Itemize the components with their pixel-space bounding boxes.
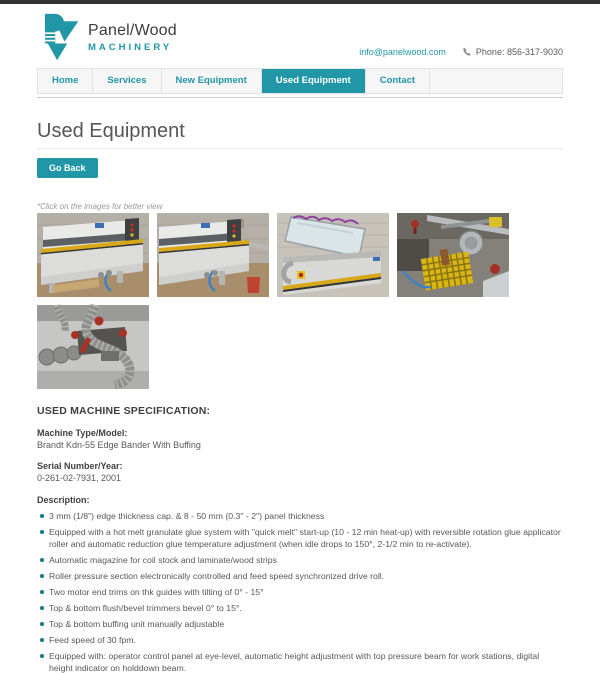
nav-tab-contact[interactable]: Contact xyxy=(366,69,430,93)
description-list xyxy=(37,510,563,674)
panelwood-logo-icon xyxy=(37,13,79,61)
thumbnail-edge-bander-full-view-b[interactable] xyxy=(157,213,269,297)
nav-tab-services[interactable]: Services xyxy=(93,69,161,93)
site-header xyxy=(37,4,563,68)
machine-photo-icon xyxy=(277,213,389,297)
nav-tab-used-equipment[interactable]: Used Equipment xyxy=(262,69,366,93)
thumbnail-edge-bander-full-view-a[interactable] xyxy=(37,213,149,297)
contact-phone-text: Phone: 856-317-9030 xyxy=(475,47,563,57)
main-nav xyxy=(37,68,563,94)
description-item: Top & bottom flush/bevel trimmers bevel 0° to 15°. xyxy=(37,602,563,614)
description-item: Equipped with a hot melt granulate glue system with "quick melt" start-up (10 - 12 min heat-up) with reversible rotation glue applicator roller and automatic reduction glue temperature adjustment (when idle drops to 150°, 2-1/2 min to re-activate). xyxy=(37,526,563,550)
thumbnail-glue-station-closeup[interactable] xyxy=(397,213,509,297)
spec-heading: USED MACHINE SPECIFICATION: xyxy=(37,405,211,417)
nav-tab-new-equipment[interactable]: New Equipment xyxy=(162,69,262,93)
serial-number-label: Serial Number/Year: xyxy=(37,461,123,471)
gallery-note: *Click on the images for better view xyxy=(37,202,163,211)
machine-type-value: Brandt Kdn-55 Edge Bander With Buffing xyxy=(37,440,201,450)
title-divider xyxy=(37,148,563,149)
description-item: Top & bottom buffing unit manually adjustable xyxy=(37,618,563,630)
brand-subtitle: MACHINERY xyxy=(88,41,173,53)
header-contact xyxy=(359,47,563,61)
description-item: Equipped with: operator control panel at eye-level, automatic height adjustment with top pressure beam for work stations, digital height indicator on holddown beam. xyxy=(37,650,563,674)
brand-logo[interactable] xyxy=(37,13,177,61)
description-item: Automatic magazine for coil stock and laminate/wood strips xyxy=(37,554,563,566)
description-item: Roller pressure section electronically controlled and feed speed synchronized drive roll. xyxy=(37,570,563,582)
nav-tab-home[interactable]: Home xyxy=(38,69,93,93)
machine-photo-icon xyxy=(37,305,149,389)
go-back-button[interactable]: Go Back xyxy=(37,158,98,178)
thumbnail-gallery xyxy=(37,213,517,389)
description-item: Two motor end trims on thk guides with tilting of 0° - 15° xyxy=(37,586,563,598)
thumbnail-edge-bander-open-lid[interactable] xyxy=(277,213,389,297)
nav-divider xyxy=(37,97,563,98)
machine-photo-icon xyxy=(37,213,149,297)
description-item: Feed speed of 30 fpm. xyxy=(37,634,563,646)
machine-photo-icon xyxy=(397,213,509,297)
machine-photo-icon xyxy=(157,213,269,297)
brand-title: Panel/Wood xyxy=(88,21,177,39)
contact-email-link[interactable]: info@panelwood.com xyxy=(359,47,446,57)
machine-type-label: Machine Type/Model: xyxy=(37,428,128,438)
phone-icon xyxy=(462,47,472,57)
thumbnail-trim-unit-hoses-closeup[interactable] xyxy=(37,305,149,389)
page-title: Used Equipment xyxy=(37,120,185,142)
serial-number-value: 0-261-02-7931, 2001 xyxy=(37,473,122,483)
description-item: 3 mm (1/8") edge thickness cap. & 8 - 50 mm (0.3" - 2") panel thickness xyxy=(37,510,563,522)
description-label: Description: xyxy=(37,495,90,505)
